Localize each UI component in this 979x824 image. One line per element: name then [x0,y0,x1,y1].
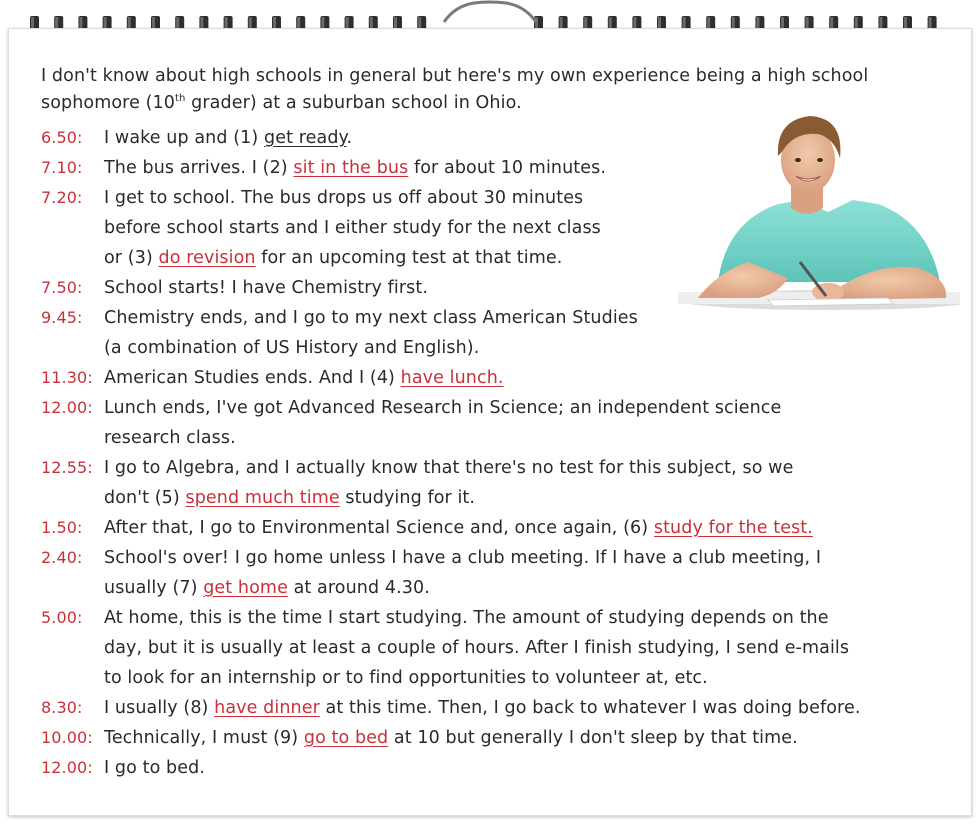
entry-time: 1.50: [41,518,83,537]
schedule-entry: 5.00: At home, this is the time I start studying. The amount of studying depends on the day, but it is usually at least a couple of hours. After I finish studying, I send e-mails to look for an internship or to find opportunities to volunteer at, etc. [41,603,921,693]
answer-phrase: spend much time [185,488,340,508]
intro-paragraph [41,63,921,117]
schedule-entry: 1.50: After that, I go to Environmental Science and, once again, (6) study for the test. [41,513,921,543]
answer-phrase: get ready [264,128,347,148]
entry-time: 9.45: [41,308,83,327]
schedule-entry: 8.30: I usually (8) have dinner at this time. Then, I go back to whatever I was doing before. [41,693,921,723]
schedule-entry: 9.45: Chemistry ends, and I go to my next class American Studies (a combination of US History and English). [41,303,921,363]
answer-phrase: get home [203,578,288,598]
hanger-hook [444,2,536,22]
answer-phrase: do revision [158,248,256,268]
entry-time: 12.00: [41,398,93,417]
answer-phrase: have dinner [214,698,320,718]
intro-line-2: sophomore (10th grader) at a suburban school in Ohio. [41,93,522,113]
entry-time: 10.00: [41,728,93,747]
schedule-entry: 7.10: The bus arrives. I (2) sit in the bus for about 10 minutes. [41,153,921,183]
entry-time: 8.30: [41,698,83,717]
intro-line-1: I don't know about high schools in general but here's my own experience being a high school [41,66,869,86]
entry-time: 2.40: [41,548,83,567]
schedule-entry: 7.50: School starts! I have Chemistry first. [41,273,921,303]
student-writing-photo [678,112,960,312]
schedule-entry: 12.55: I go to Algebra, and I actually know that there's no test for this subject, so we don't (5) spend much time studying for it. [41,453,921,513]
answer-phrase: sit in the bus [293,158,409,178]
entry-time: 7.50: [41,278,83,297]
schedule-entry: 12.00: Lunch ends, I've got Advanced Research in Science; an independent science research class. [41,393,921,453]
schedule-entry: 2.40: School's over! I go home unless I have a club meeting. If I have a club meeting, I usually (7) get home at around 4.30. [41,543,921,603]
schedule-entry: 10.00: Technically, I must (9) go to bed at 10 but generally I don't sleep by that time. [41,723,921,753]
schedule-entry: 6.50: I wake up and (1) get ready. [41,123,921,153]
entry-time: 5.00: [41,608,83,627]
schedule-entry: 12.00: I go to bed. [41,753,921,783]
answer-phrase: study for the test. [653,518,813,538]
answer-phrase: have lunch. [400,368,504,388]
entry-time: 6.50: [41,128,83,147]
entry-time: 12.00: [41,758,93,777]
entry-time: 7.10: [41,158,83,177]
entry-time: 12.55: [41,458,93,477]
answer-phrase: go to bed [303,728,389,748]
entry-time: 7.20: [41,188,83,207]
schedule-entry: 11.30: American Studies ends. And I (4) have lunch. [41,363,921,393]
entry-time: 11.30: [41,368,93,387]
schedule-entry: 7.20: I get to school. The bus drops us off about 30 minutes before school starts and I either study for the next class or (3) do revision for an upcoming test at that time. [41,183,921,273]
